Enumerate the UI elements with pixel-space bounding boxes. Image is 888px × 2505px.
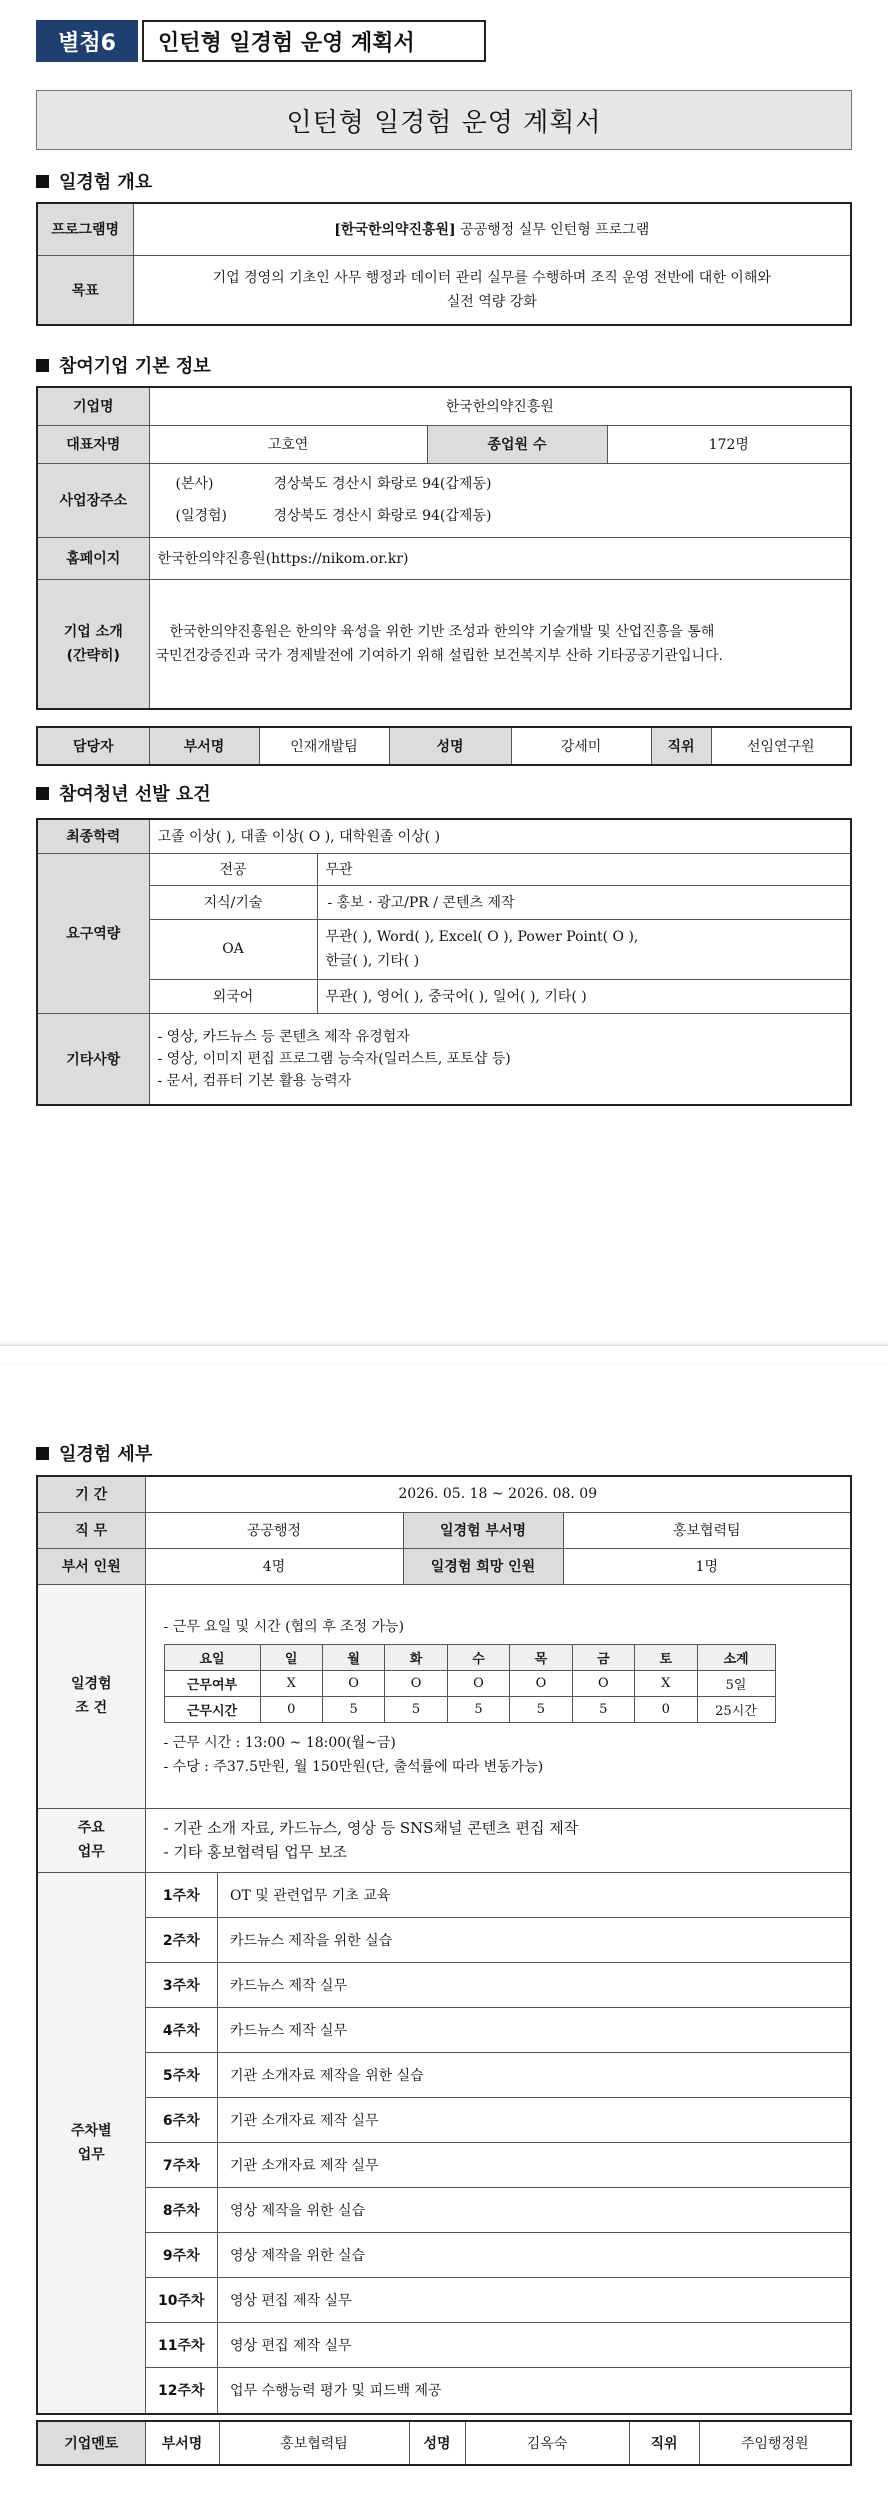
week-task: 영상 제작을 위한 실습 bbox=[218, 2188, 851, 2233]
week-row bbox=[146, 2323, 851, 2368]
mentor-name-label: 성명 bbox=[409, 2421, 465, 2465]
week-number: 5주차 bbox=[146, 2053, 218, 2098]
week-task: 기관 소개자료 제작을 위한 실습 bbox=[218, 2053, 851, 2098]
week-number: 1주차 bbox=[146, 1873, 218, 1918]
schedule-header-cell: 금 bbox=[572, 1644, 634, 1670]
mentor-dept: 홍보협력팀 bbox=[219, 2421, 409, 2465]
section-details-heading: 일경험 세부 bbox=[36, 1440, 152, 1466]
week-number: 11주차 bbox=[146, 2323, 218, 2368]
square-bullet-icon bbox=[36, 359, 49, 372]
week-row bbox=[146, 1873, 851, 1918]
week-row bbox=[146, 2053, 851, 2098]
week-number: 8주차 bbox=[146, 2188, 218, 2233]
mentor-label: 기업멘토 bbox=[37, 2421, 145, 2465]
week-task: 업무 수행능력 평가 및 피드백 제공 bbox=[218, 2368, 851, 2413]
section-overview-heading: 일경험 개요 bbox=[36, 168, 152, 194]
employees-label: 종업원 수 bbox=[427, 425, 607, 463]
program-label: 프로그램명 bbox=[37, 203, 133, 255]
company-table bbox=[36, 386, 852, 710]
square-bullet-icon bbox=[36, 1447, 49, 1460]
mentor-table bbox=[36, 2420, 852, 2466]
oa-label: OA bbox=[149, 919, 317, 979]
week-task: 영상 편집 제작 실무 bbox=[218, 2323, 851, 2368]
mentor-name: 김옥숙 bbox=[465, 2421, 629, 2465]
req-label: 요구역량 bbox=[37, 853, 149, 1013]
schedule-cell: 5 bbox=[447, 1696, 509, 1722]
overview-table bbox=[36, 202, 852, 326]
weekly-table bbox=[146, 1873, 851, 2413]
weekly-label: 주차별 업무 bbox=[37, 1872, 145, 2414]
week-row bbox=[146, 2008, 851, 2053]
major-value: 무관 bbox=[317, 853, 851, 885]
schedule-header-cell: 목 bbox=[510, 1644, 572, 1670]
schedule-table bbox=[164, 1644, 776, 1723]
program-value bbox=[133, 203, 851, 255]
contact-label: 담당자 bbox=[37, 727, 149, 765]
schedule-cell: 25시간 bbox=[697, 1696, 775, 1722]
requirements-table bbox=[36, 818, 852, 1106]
schedule-cell: 0 bbox=[635, 1696, 697, 1722]
lang-label: 외국어 bbox=[149, 979, 317, 1013]
edu-value: 고졸 이상( ), 대졸 이상( O ), 대학원졸 이상( ) bbox=[149, 819, 851, 853]
week-number: 2주차 bbox=[146, 1918, 218, 1963]
skill-label: 지식/기술 bbox=[149, 885, 317, 919]
contact-pos: 선임연구원 bbox=[711, 727, 851, 765]
schedule-header-cell: 수 bbox=[447, 1644, 509, 1670]
intro-label: 기업 소개 (간략히) bbox=[37, 579, 149, 709]
schedule-header-cell: 일 bbox=[260, 1644, 322, 1670]
period-value: 2026. 05. 18 ~ 2026. 08. 09 bbox=[145, 1476, 851, 1512]
major-label: 전공 bbox=[149, 853, 317, 885]
schedule-header-label: 요일 bbox=[164, 1644, 260, 1670]
cond-value: - 근무 요일 및 시간 (협의 후 조정 가능) 요일 일 월 화 수 목 금 토 소계 근무여부 X O O O O O X 5일 근무시간 0 5 5 5 5 5 0 25시간 - 근무 시간 : 13:00 ~ 18:00(월~금) - 수당 : 주37.5만원, 월 150만원(단, 출석률에 따라 변동가능) bbox=[145, 1584, 851, 1808]
week-row bbox=[146, 2143, 851, 2188]
schedule-cell: O bbox=[322, 1670, 384, 1696]
schedule-cell: O bbox=[572, 1670, 634, 1696]
contact-table bbox=[36, 726, 852, 766]
cond-label: 일경험 조 건 bbox=[37, 1584, 145, 1808]
schedule-cell: O bbox=[447, 1670, 509, 1696]
schedule-cell: O bbox=[510, 1670, 572, 1696]
week-number: 9주차 bbox=[146, 2233, 218, 2278]
week-task: OT 및 관련업무 기초 교육 bbox=[218, 1873, 851, 1918]
program-org: [한국한의약진흥원] bbox=[334, 222, 456, 239]
company-label: 기업명 bbox=[37, 387, 149, 425]
duty-label: 직 무 bbox=[37, 1512, 145, 1548]
contact-dept: 인재개발팀 bbox=[259, 727, 389, 765]
square-bullet-icon bbox=[36, 175, 49, 188]
schedule-row-label: 근무시간 bbox=[164, 1696, 260, 1722]
main-value: - 기관 소개 자료, 카드뉴스, 영상 등 SNS채널 콘텐츠 편집 제작 - 기타 홍보협력팀 업무 보조 bbox=[145, 1808, 851, 1872]
week-row bbox=[146, 2188, 851, 2233]
details-table bbox=[36, 1475, 852, 2415]
schedule-cell: 5일 bbox=[697, 1670, 775, 1696]
schedule-cell: X bbox=[260, 1670, 322, 1696]
schedule-row-label: 근무여부 bbox=[164, 1670, 260, 1696]
week-task: 카드뉴스 제작 실무 bbox=[218, 1963, 851, 2008]
program-name: 공공행정 실무 인턴형 프로그램 bbox=[460, 222, 650, 239]
document-title: 인턴형 일경험 운영 계획서 bbox=[36, 90, 852, 150]
mentor-pos-label: 직위 bbox=[629, 2421, 699, 2465]
schedule-cell: 0 bbox=[260, 1696, 322, 1722]
week-number: 7주차 bbox=[146, 2143, 218, 2188]
edu-label: 최종학력 bbox=[37, 819, 149, 853]
week-task: 기관 소개자료 제작 실무 bbox=[218, 2098, 851, 2143]
etc-value: - 영상, 카드뉴스 등 콘텐츠 제작 유경험자 - 영상, 이미지 편집 프로그램 능숙자(일러스트, 포토샵 등) - 문서, 컴퓨터 기본 활용 능력자 bbox=[149, 1013, 851, 1105]
schedule-cell: 5 bbox=[385, 1696, 447, 1722]
week-task: 영상 제작을 위한 실습 bbox=[218, 2233, 851, 2278]
page-gap bbox=[0, 1345, 888, 1363]
section-company-heading: 참여기업 기본 정보 bbox=[36, 352, 211, 378]
lang-value: 무관( ), 영어( ), 중국어( ), 일어( ), 기타( ) bbox=[317, 979, 851, 1013]
contact-name-label: 성명 bbox=[389, 727, 511, 765]
week-row bbox=[146, 1918, 851, 1963]
attachment-badge: 별첨6 bbox=[36, 20, 138, 62]
schedule-cell: 5 bbox=[510, 1696, 572, 1722]
hope-label: 일경험 희망 인원 bbox=[403, 1548, 563, 1584]
week-task: 기관 소개자료 제작 실무 bbox=[218, 2143, 851, 2188]
period-label: 기 간 bbox=[37, 1476, 145, 1512]
week-row bbox=[146, 2098, 851, 2143]
schedule-cell: O bbox=[385, 1670, 447, 1696]
week-number: 6주차 bbox=[146, 2098, 218, 2143]
contact-dept-label: 부서명 bbox=[149, 727, 259, 765]
duty-value: 공공행정 bbox=[145, 1512, 403, 1548]
square-bullet-icon bbox=[36, 787, 49, 800]
main-label: 주요 업무 bbox=[37, 1808, 145, 1872]
week-number: 4주차 bbox=[146, 2008, 218, 2053]
employees-value: 172명 bbox=[607, 425, 851, 463]
week-number: 12주차 bbox=[146, 2368, 218, 2413]
company-value: 한국한의약진흥원 bbox=[149, 387, 851, 425]
skill-value: - 홍보 · 광고/PR / 콘텐츠 제작 bbox=[317, 885, 851, 919]
week-task: 영상 편집 제작 실무 bbox=[218, 2278, 851, 2323]
week-row bbox=[146, 2368, 851, 2413]
goal-value: 기업 경영의 기초인 사무 행정과 데이터 관리 실무를 수행하며 조직 운영 전반에 대한 이해와 실전 역량 강화 bbox=[133, 255, 851, 325]
section-requirements-heading: 참여청년 선발 요건 bbox=[36, 780, 211, 806]
schedule-header-cell: 소계 bbox=[697, 1644, 775, 1670]
week-number: 3주차 bbox=[146, 1963, 218, 2008]
week-row bbox=[146, 2233, 851, 2278]
intro-value: 한국한의약진흥원은 한의약 육성을 위한 기반 조성과 한의약 기술개발 및 산업진흥을 통해 국민건강증진과 국가 경제발전에 기여하기 위해 설립한 보건복지부 산하 기타공공기관입니다. bbox=[149, 579, 851, 709]
week-task: 카드뉴스 제작을 위한 실습 bbox=[218, 1918, 851, 1963]
mentor-pos: 주임행정원 bbox=[699, 2421, 851, 2465]
goal-label: 목표 bbox=[37, 255, 133, 325]
etc-label: 기타사항 bbox=[37, 1013, 149, 1105]
staff-label: 부서 인원 bbox=[37, 1548, 145, 1584]
week-task: 카드뉴스 제작 실무 bbox=[218, 2008, 851, 2053]
contact-pos-label: 직위 bbox=[651, 727, 711, 765]
schedule-cell: 5 bbox=[572, 1696, 634, 1722]
ceo-value: 고호연 bbox=[149, 425, 427, 463]
oa-value: 무관( ), Word( ), Excel( O ), Power Point( O ), 한글( ), 기타( ) bbox=[317, 919, 851, 979]
schedule-header-cell: 월 bbox=[322, 1644, 384, 1670]
mentor-dept-label: 부서명 bbox=[145, 2421, 219, 2465]
dept-label: 일경험 부서명 bbox=[403, 1512, 563, 1548]
address-label: 사업장주소 bbox=[37, 463, 149, 537]
schedule-header-cell: 토 bbox=[635, 1644, 697, 1670]
staff-value: 4명 bbox=[145, 1548, 403, 1584]
week-row bbox=[146, 1963, 851, 2008]
schedule-cell: X bbox=[635, 1670, 697, 1696]
ceo-label: 대표자명 bbox=[37, 425, 149, 463]
header-title: 인턴형 일경험 운영 계획서 bbox=[142, 20, 486, 62]
address-value: (본사) 경상북도 경산시 화랑로 94(갑제동) (일경험) 경상북도 경산시 화랑로 94(갑제동) bbox=[149, 463, 851, 537]
schedule-header-cell: 화 bbox=[385, 1644, 447, 1670]
week-row bbox=[146, 2278, 851, 2323]
schedule-cell: 5 bbox=[322, 1696, 384, 1722]
hope-value: 1명 bbox=[563, 1548, 851, 1584]
week-number: 10주차 bbox=[146, 2278, 218, 2323]
dept-value: 홍보협력팀 bbox=[563, 1512, 851, 1548]
homepage-value: 한국한의약진흥원(https://nikom.or.kr) bbox=[149, 537, 851, 579]
homepage-label: 홈페이지 bbox=[37, 537, 149, 579]
contact-name: 강세미 bbox=[511, 727, 651, 765]
